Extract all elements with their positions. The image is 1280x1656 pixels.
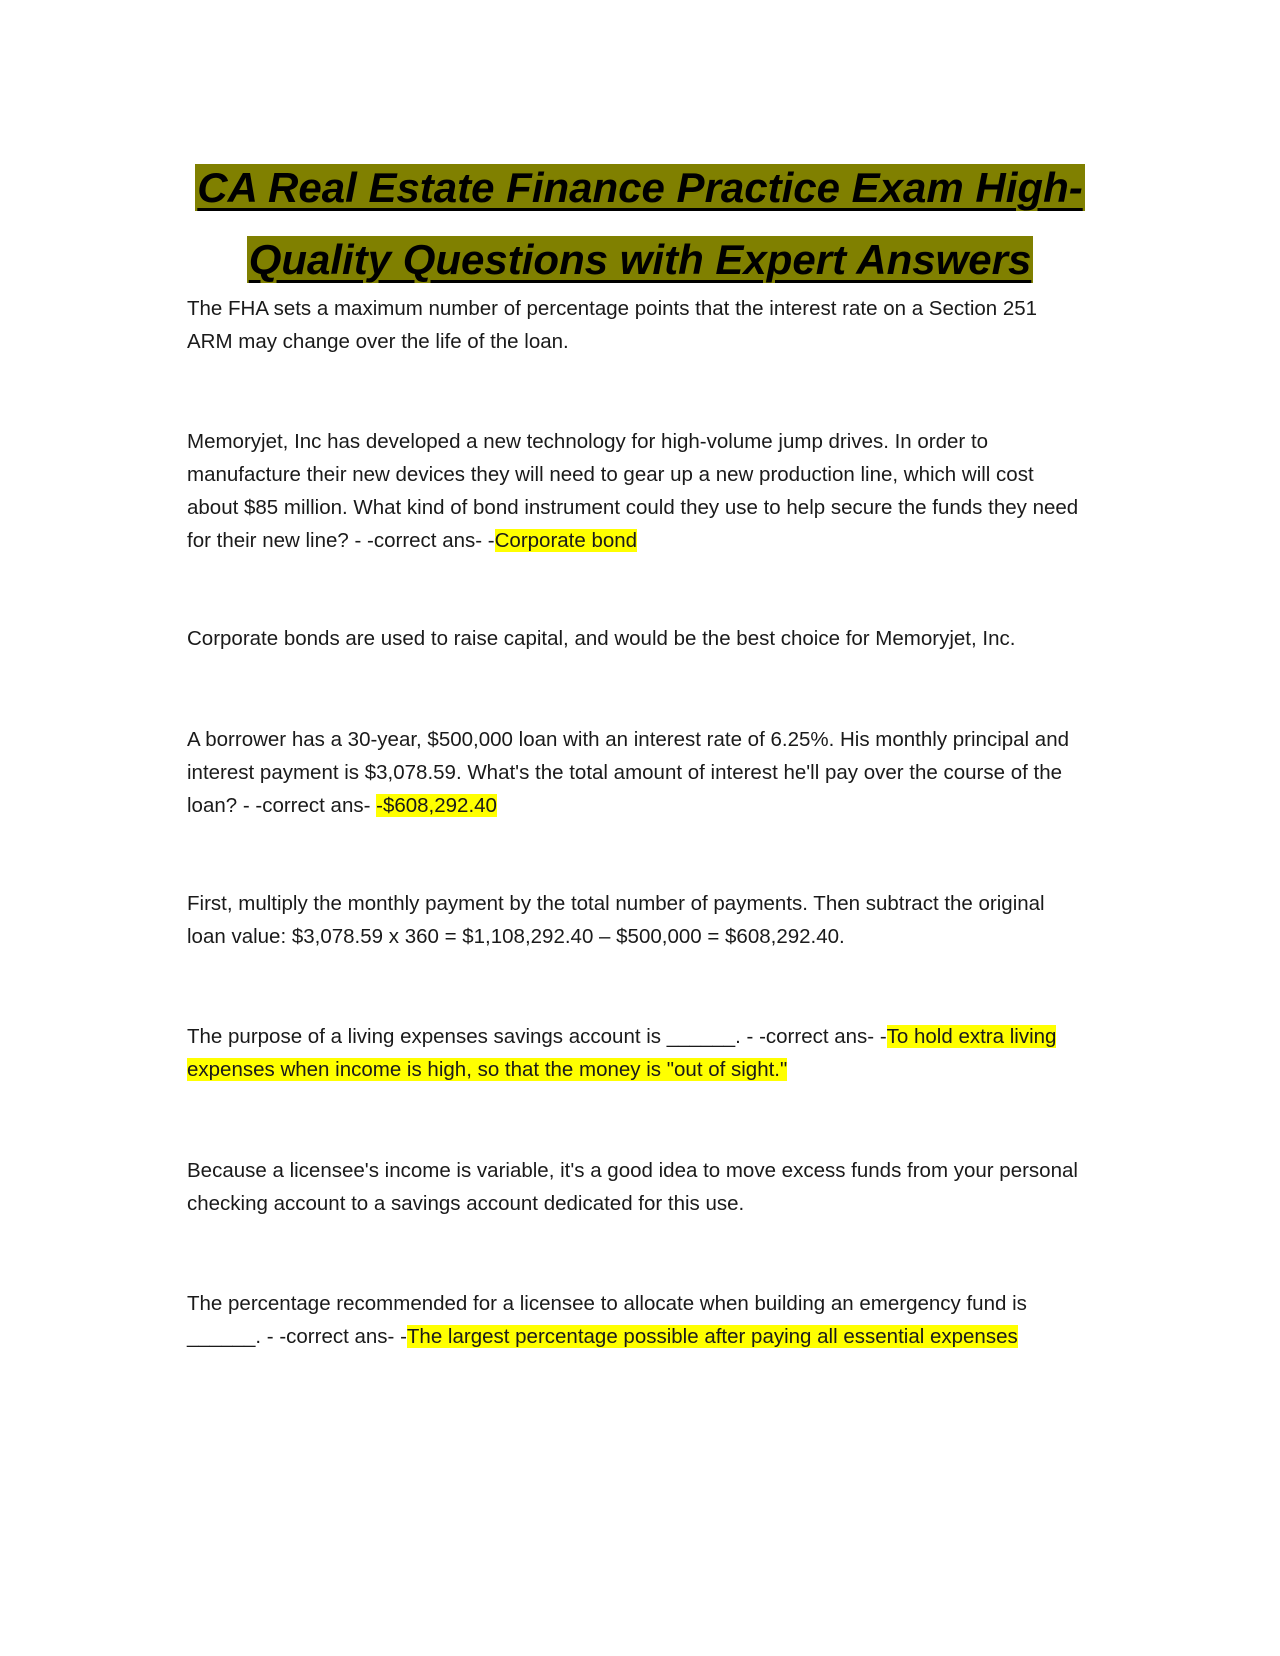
question-bond-instrument	[187, 425, 1087, 557]
title-line-2: Quality Questions with Expert Answers	[248, 236, 1032, 283]
paragraph-text: Because a licensee's income is variable, it's a good idea to move excess funds from your personal checking account to a savings account dedicated for this use.	[187, 1159, 1078, 1215]
question-emergency-fund	[187, 1287, 1087, 1353]
paragraph-text: Corporate bonds are used to raise capital, and would be the best choice for Memoryjet, Inc.	[187, 627, 1016, 650]
question-living-expenses	[187, 1020, 1087, 1086]
paragraph-text: The FHA sets a maximum number of percentage points that the interest rate on a Section 251 ARM may change over the life of the loan.	[187, 297, 1038, 353]
title-line-1: CA Real Estate Finance Practice Exam High-	[197, 164, 1083, 211]
paragraph-interest-calculation	[187, 887, 1087, 953]
paragraph-fha-arm	[187, 292, 1087, 358]
paragraph-variable-income	[187, 1154, 1087, 1220]
document-title	[150, 152, 1130, 296]
question-total-interest	[187, 723, 1087, 822]
answer-highlight: To hold extra living expenses when income is high, so that the money is "out of sight."	[187, 1025, 1057, 1081]
question-text: Memoryjet, Inc has developed a new technology for high-volume jump drives. In order to manufacture their new devices they will need to gear up a new production line, which will cost about $85 million. What kind of bond instrument could they use to help secure the funds they need for their new line? - -correct ans- -	[187, 430, 1079, 552]
question-text: The purpose of a living expenses savings account is ______. - -correct ans- -	[187, 1025, 887, 1048]
answer-highlight: -$608,292.40	[376, 794, 497, 817]
answer-highlight: The largest percentage possible after paying all essential expenses	[406, 1325, 1018, 1348]
paragraph-text: First, multiply the monthly payment by the total number of payments. Then subtract the original loan value: $3,078.59 x 360 = $1,108,292.40 – $500,000 = $608,292.40.	[187, 892, 1045, 948]
answer-highlight: Corporate bond	[494, 529, 638, 552]
question-text: The percentage recommended for a licensee to allocate when building an emergency fund is ______. - -correct ans- -	[187, 1292, 1027, 1348]
question-text: A borrower has a 30-year, $500,000 loan with an interest rate of 6.25%. His monthly principal and interest payment is $3,078.59. What's the total amount of interest he'll pay over the course of the loan? - -correct ans-	[187, 728, 1070, 817]
paragraph-corporate-bonds	[187, 622, 1087, 655]
